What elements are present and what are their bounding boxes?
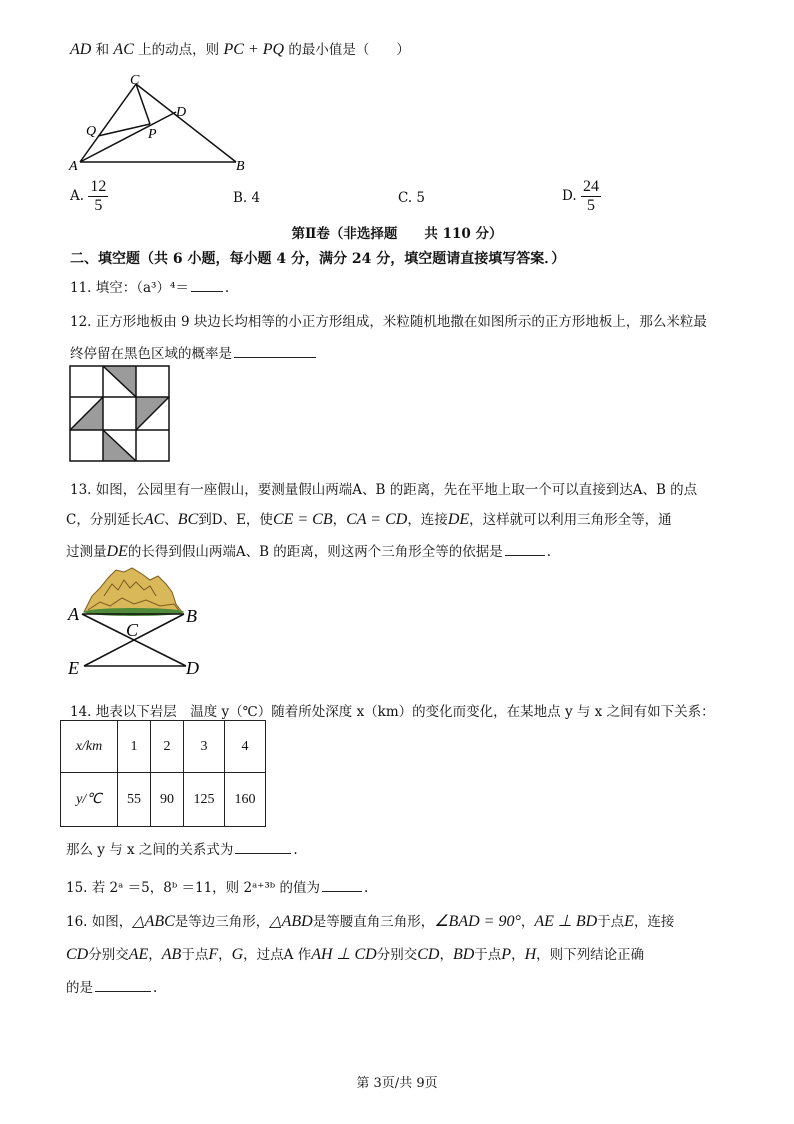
- option-d-fraction: $\frac{24}{5}$: [582, 178, 599, 214]
- page-footer: 第 3页/共 9页: [356, 1076, 438, 1091]
- option-d[interactable]: [562, 178, 601, 215]
- q10-tail-line: [70, 38, 410, 59]
- q14-line1: 14. 地表以下岩层 温度 y（℃）随着所处深度 x（km）的变化而变化，在某地点 y 与 x 之间有如下关系：: [70, 704, 715, 720]
- q15-answer-blank[interactable]: [322, 891, 362, 892]
- q15: 15. 若 2ᵃ ＝5，8ᵇ ＝11，则 2ᵃ⁺³ᵇ 的值为 .: [66, 880, 369, 896]
- label-d: D: [186, 658, 199, 678]
- q13-answer-blank[interactable]: [505, 555, 545, 556]
- q14-line2: 那么 y 与 x 之间的关系式为 .: [66, 842, 298, 858]
- label-e: E: [68, 658, 79, 678]
- label-c: C: [126, 620, 139, 640]
- label-c: C: [130, 73, 140, 88]
- q16-answer-blank[interactable]: [95, 991, 151, 992]
- q16-line2: CD分别交AE，AB于点F，G，过点A 作AH ⊥ CD分别交CD，BD于点P，H，则下列结论正确: [66, 946, 645, 963]
- label-q: Q: [86, 124, 97, 139]
- label-a: A: [69, 159, 78, 172]
- label-b: B: [236, 159, 245, 172]
- table-cell: 160: [225, 773, 266, 827]
- rockery-illustration: [84, 568, 184, 616]
- table-cell: 90: [151, 773, 184, 827]
- table-cell: 3: [184, 721, 225, 773]
- q10-text1: 上的动点，则: [133, 42, 224, 58]
- label-d: D: [176, 105, 187, 120]
- option-a-fraction: $\frac{12}{5}$: [90, 178, 107, 214]
- q13-line2: C，分别延长AC、BC到D、E，使CE = CB，CA = CD，连接DE，这样就可以利用三角形全等，通: [66, 511, 672, 528]
- q16-line3: 的是 .: [66, 980, 158, 996]
- q10-text2: 的最小值是（ ）: [284, 42, 410, 58]
- option-c[interactable]: C. 5: [398, 190, 426, 206]
- option-a[interactable]: [70, 178, 108, 215]
- label-b: B: [186, 606, 197, 626]
- q13-line3: 过测量DE的长得到假山两端A、B 的距离，则这两个三角形全等的依据是 .: [66, 543, 552, 560]
- q11: [70, 276, 229, 296]
- edge-ac: [80, 84, 136, 162]
- table-cell: 55: [118, 773, 151, 827]
- label-p: P: [148, 127, 157, 142]
- q11-end: .: [224, 280, 230, 296]
- q14-table: [60, 720, 266, 827]
- option-a-label: A.: [70, 188, 85, 204]
- q12-line1: 12. 正方形地板由 9 块边长均相等的小正方形组成，米粒随机地撒在如图所示的正方形地板上，那么米粒最: [70, 314, 707, 330]
- table-cell: 4: [225, 721, 266, 773]
- math-expr: PC + PQ: [223, 41, 285, 58]
- table-cell: 125: [184, 773, 225, 827]
- q12-line2: [70, 342, 318, 362]
- math-ac: AC: [113, 41, 134, 58]
- q10-and: 和: [91, 42, 114, 58]
- q14-answer-blank[interactable]: [235, 853, 291, 854]
- q13-rockery-figure: [64, 566, 214, 684]
- part2-title: 第Ⅱ卷（非选择题 共 110 分）: [291, 226, 503, 242]
- q12-line2-text: 终停留在黑色区域的概率是: [70, 346, 232, 362]
- label-a: A: [68, 604, 79, 624]
- q12-answer-blank[interactable]: [234, 357, 316, 358]
- table-cell: 1: [118, 721, 151, 773]
- table-cell: 2: [151, 721, 184, 773]
- q11-text: 11. 填空：（a³）⁴＝: [70, 280, 189, 296]
- q13-line1: 13. 如图，公园里有一座假山，要测量假山两端A、B 的距离，先在平地上取一个可以直接到达A、B 的点: [70, 482, 698, 498]
- q12-floor-grid: [68, 364, 172, 464]
- option-b[interactable]: B. 4: [233, 190, 261, 206]
- section2-heading: 二、填空题（共 6 小题，每小题 4 分，满分 24 分，填空题请直接填写答案．）: [70, 251, 566, 267]
- q10-triangle-figure: [64, 72, 264, 172]
- q16-line1: 16. 如图，△ABC是等边三角形，△ABD是等腰直角三角形，∠BAD = 90°，AE ⊥ BD于点E，连接: [66, 913, 675, 930]
- table-header-x: x/km: [61, 721, 118, 773]
- q11-answer-blank[interactable]: [191, 291, 223, 292]
- table-header-y: y/℃: [61, 773, 118, 827]
- option-d-label: D.: [562, 188, 577, 204]
- edge-cb: [136, 84, 236, 162]
- math-ad: AD: [70, 41, 92, 58]
